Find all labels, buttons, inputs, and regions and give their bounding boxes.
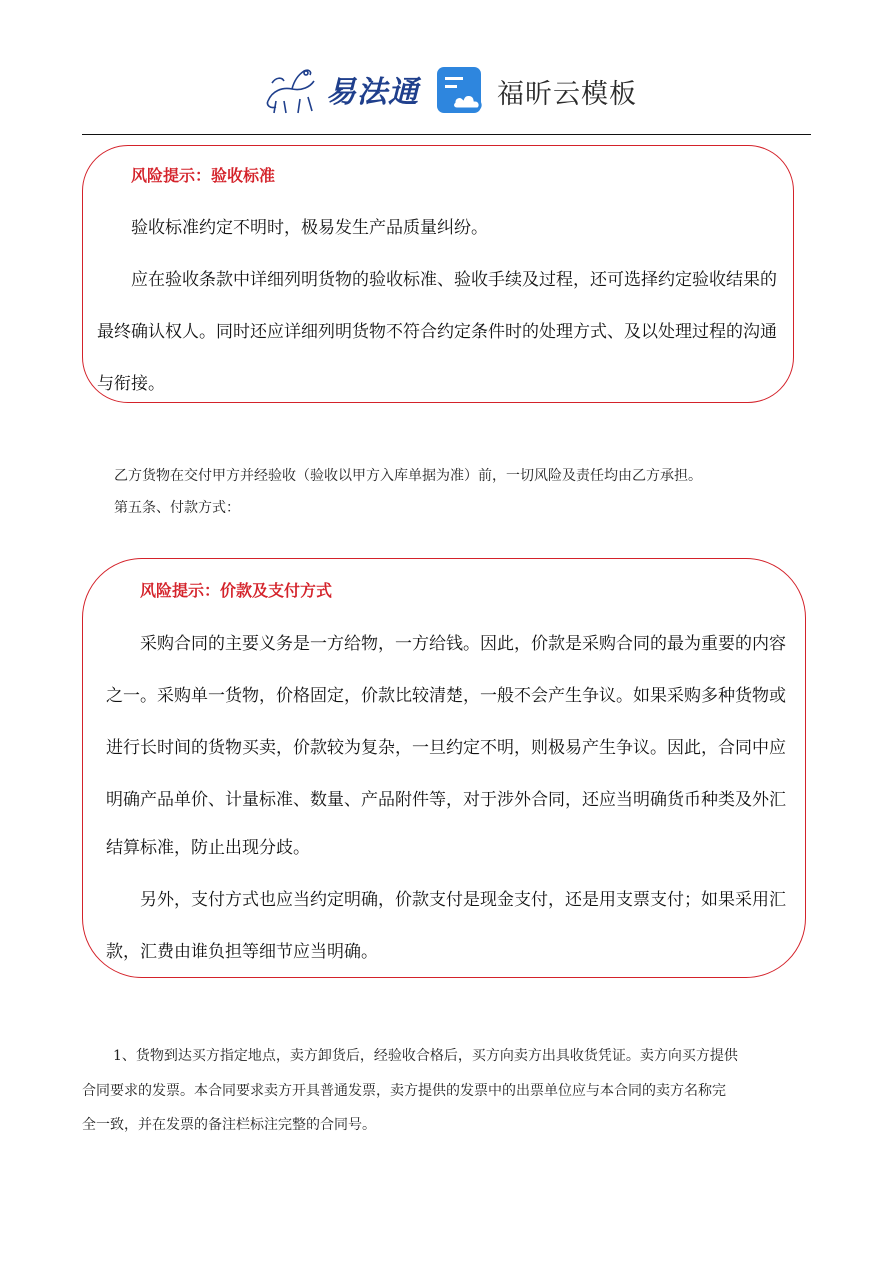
risk-tip-line: 采购合同的主要义务是一方给物，一方给钱。因此，价款是采购合同的最为重要的内容 xyxy=(140,634,786,653)
contract-clause-text: 乙方货物在交付甲方并经验收（验收以甲方入库单据为准）前，一切风险及责任均由乙方承担。 xyxy=(114,468,702,484)
risk-tip-line: 明确产品单价、计量标准、数量、产品附件等，对于涉外合同，还应当明确货币种类及外汇 xyxy=(106,790,786,809)
risk-tip-line: 另外，支付方式也应当约定明确，价款支付是现金支付，还是用支票支付；如果采用汇 xyxy=(140,890,786,909)
risk-tip-line: 之一。采购单一货物，价格固定，价款比较清楚，一般不会产生争议。如果采购多种货物或 xyxy=(106,686,786,705)
contract-clause-text: 1、货物到达买方指定地点，卖方卸货后，经验收合格后，买方向卖方出具收货凭证。卖方向买方提供 xyxy=(113,1048,738,1064)
risk-tip-line: 款，汇费由谁负担等细节应当明确。 xyxy=(106,942,378,961)
risk-tip-line: 应在验收条款中详细列明货物的验收标准、验收手续及过程，还可选择约定验收结果的 xyxy=(131,270,777,289)
section-heading: 第五条、付款方式： xyxy=(114,500,240,516)
qilin-emblem-icon xyxy=(262,61,322,117)
risk-tip-line: 最终确认权人。同时还应详细列明货物不符合约定条件时的处理方式、及以处理过程的沟通 xyxy=(97,322,777,341)
risk-tip-title: 风险提示：价款及支付方式 xyxy=(140,583,333,600)
risk-tip-box-payment xyxy=(82,558,806,978)
risk-tip-line: 验收标准约定不明时，极易发生产品质量纠纷。 xyxy=(131,218,488,237)
risk-tip-line: 进行长时间的货物买卖，价款较为复杂，一旦约定不明，则极易产生争议。因此，合同中应 xyxy=(106,738,786,757)
cloud-doc-icon xyxy=(435,65,487,117)
fuxin-template-logo xyxy=(435,65,637,117)
page-header xyxy=(0,55,893,125)
logo1-text: 易法通 xyxy=(326,75,419,110)
risk-tip-line: 与衔接。 xyxy=(97,374,165,393)
header-divider xyxy=(82,134,811,135)
logo2-text: 福昕云模板 xyxy=(497,78,637,110)
contract-clause-text: 合同要求的发票。本合同要求卖方开具普通发票，卖方提供的发票中的出票单位应与本合同的卖方名称完 xyxy=(82,1083,726,1099)
yifatong-logo xyxy=(262,61,422,117)
risk-tip-title: 风险提示：验收标准 xyxy=(131,168,276,185)
risk-tip-line: 结算标准，防止出现分歧。 xyxy=(106,838,310,857)
contract-clause-text: 全一致，并在发票的备注栏标注完整的合同号。 xyxy=(82,1117,376,1133)
